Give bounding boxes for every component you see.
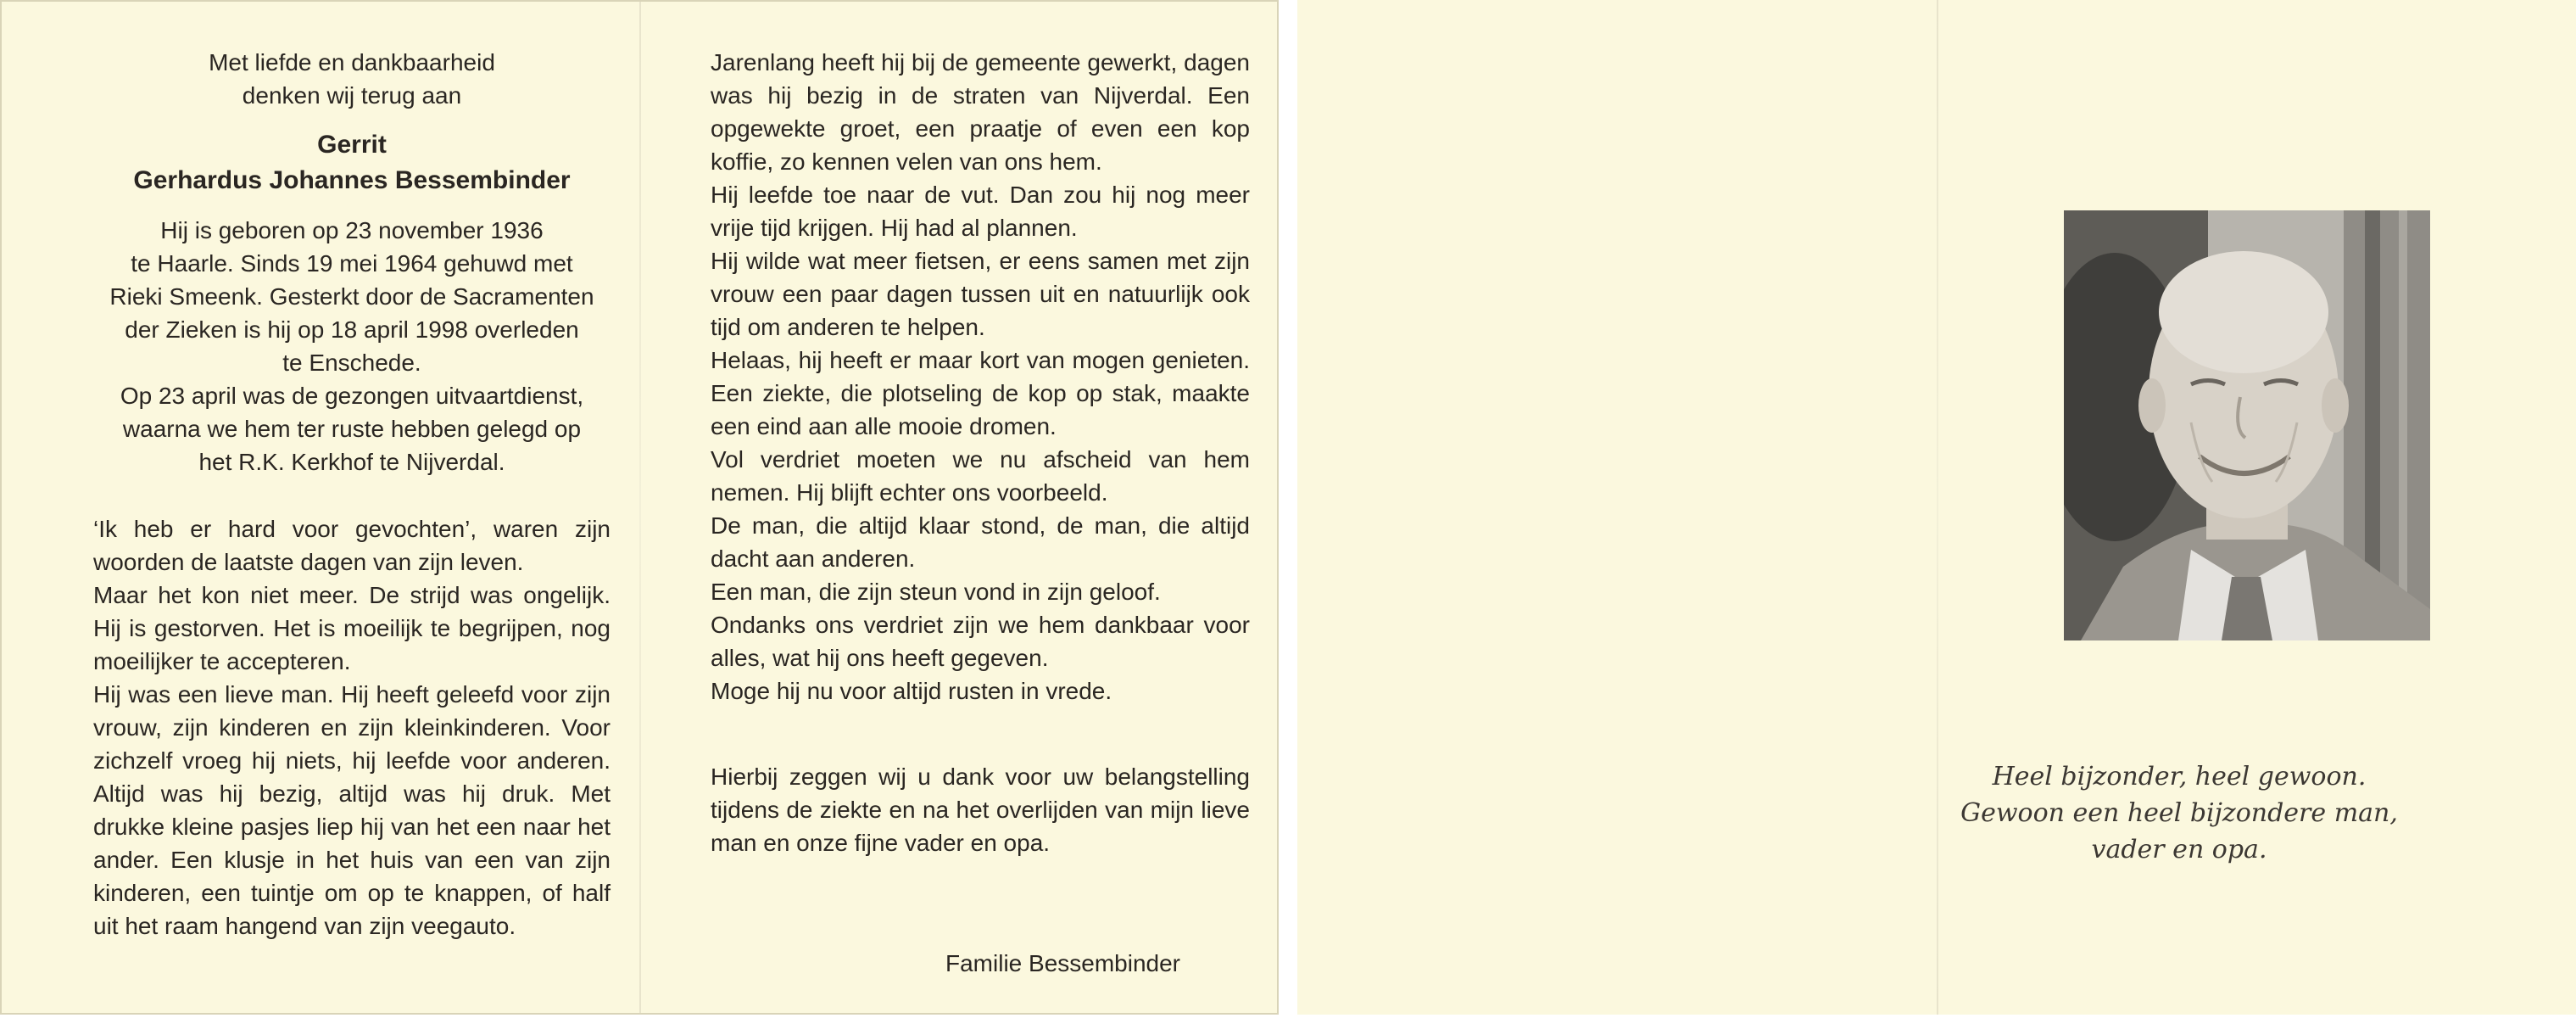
first-name: Gerrit: [317, 131, 387, 159]
paragraph: De man, die altijd klaar stond, de man, die altijd dacht aan anderen.: [711, 512, 1250, 572]
bio-line: der Zieken is hij op 18 april 1998 overleden: [125, 316, 579, 343]
paragraph: Helaas, hij heeft er maar kort van mogen genieten. Een ziekte, die plotseling de kop op stak, maakte een eind aan alle mooie dromen.: [711, 347, 1250, 439]
paragraph: Maar het kon niet meer. De strijd was ongelijk. Hij is gestorven. Het is moeilijk te begrijpen, nog moeilijker te accepteren.: [93, 582, 611, 674]
bio-line: Rieki Smeenk. Gesterkt door de Sacramenten: [109, 283, 594, 310]
inner-card-spread: [0, 0, 1279, 1015]
tribute-text-right: [711, 46, 1250, 708]
family-signature: Familie Bessembinder: [945, 950, 1180, 976]
tribute-text-left: [93, 512, 611, 942]
intro: [93, 46, 611, 112]
outer-card-spread: [1297, 0, 2576, 1015]
full-name: Gerhardus Johannes Bessembinder: [133, 166, 571, 194]
intro-line-2: denken wij terug aan: [242, 82, 462, 109]
paragraph: Hij wilde wat meer fietsen, er eens samen met zijn vrouw een paar dagen tussen uit en natuurlijk ook tijd om anderen te helpen.: [711, 248, 1250, 340]
paragraph: Hij leefde toe naar de vut. Dan zou hij nog meer vrije tijd krijgen. Hij had al plannen.: [711, 182, 1250, 241]
bio-line: Hij is geboren op 23 november 1936: [160, 217, 544, 243]
bio-line: te Haarle. Sinds 19 mei 1964 gehuwd met: [131, 250, 573, 277]
portrait-image: [2064, 210, 2430, 640]
quote-line-3: vader en opa.: [2091, 835, 2267, 864]
paragraph: Jarenlang heeft hij bij de gemeente gewerkt, dagen was hij bezig in de straten van Nijverdal. Een opgewekte groet, een praatje of even een kop koffie, zo kennen velen van ons hem.: [711, 49, 1250, 175]
biography: [93, 214, 611, 478]
paragraph: Moge hij nu voor altijd rusten in vrede.: [711, 678, 1112, 704]
quote-line-1: Heel bijzonder, heel gewoon.: [1992, 762, 2367, 791]
paragraph: Vol verdriet moeten we nu afscheid van hem nemen. Hij blijft echter ons voorbeeld.: [711, 446, 1250, 506]
paragraph: Hij was een lieve man. Hij heeft geleefd voor zijn vrouw, zijn kinderen en zijn kleinkinderen. Voor zichzelf vroeg hij niets, hij leefde voor anderen. Altijd was hij bezig, altijd was hij druk. Met drukke kleine pasjes liep hij van het een naar het ander. Een klusje in het huis van een van zijn kinderen, een tuintje om op te knappen, of half uit het raam hangend van zijn veegauto.: [93, 681, 611, 939]
intro-line-1: Met liefde en dankbaarheid: [209, 49, 495, 76]
paragraph: Ondanks ons verdriet zijn we hem dankbaar voor alles, wat hij ons heeft gegeven.: [711, 612, 1250, 671]
middle-text-page: [641, 2, 1279, 1013]
bio-line: te Enschede.: [282, 350, 421, 376]
paragraph: Een man, die zijn steun vond in zijn geloof.: [711, 579, 1161, 605]
portrait-photo: [2064, 210, 2430, 640]
memorial-quote: [1874, 758, 2484, 868]
thanks-text: Hierbij zeggen wij u dank voor uw belangstelling tijdens de ziekte en na het overlijden van mijn lieve man en onze fijne vader en opa.: [711, 764, 1250, 856]
quote-line-2: Gewoon een heel bijzondere man,: [1960, 798, 2398, 828]
bio-line: waarna we hem ter ruste hebben gelegd op: [122, 416, 582, 442]
left-text-page: [2, 2, 641, 1013]
paragraph: ‘Ik heb er hard voor gevochten’, waren zijn woorden de laatste dagen van zijn leven.: [93, 516, 611, 575]
bio-line: het R.K. Kerkhof te Nijverdal.: [198, 449, 505, 475]
bio-line: Op 23 april was de gezongen uitvaartdienst,: [120, 383, 584, 409]
